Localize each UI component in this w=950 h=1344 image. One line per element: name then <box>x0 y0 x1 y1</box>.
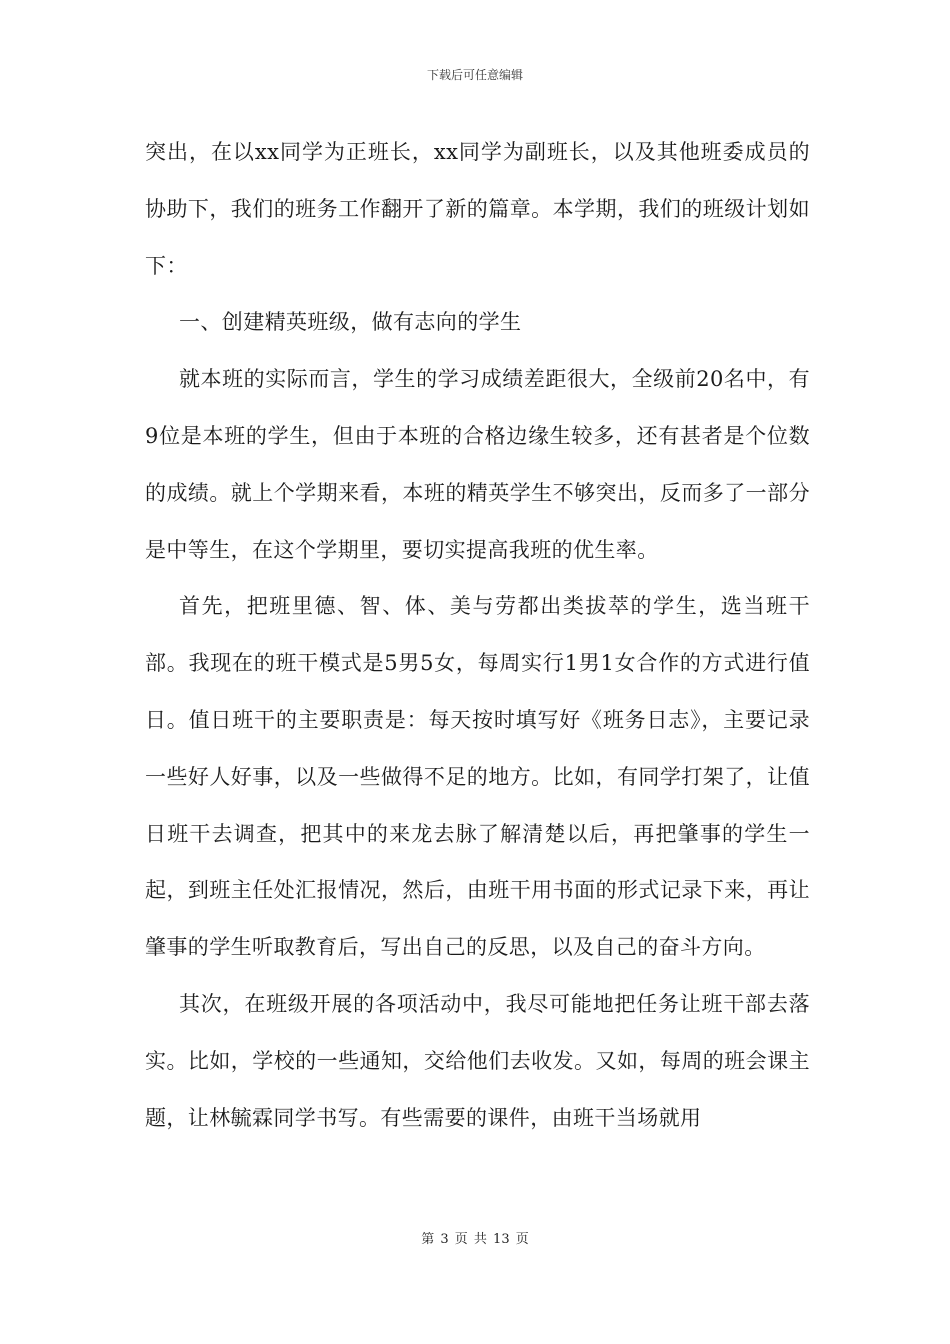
page-header: 下载后可任意编辑 <box>426 68 523 82</box>
document-body <box>145 124 810 1146</box>
paragraph-2: 就本班的实际而言，学生的学习成绩差距很大，全级前20名中，有9位是本班的学生，但由于本班的合格边缘生较多，还有甚者是个位数的成绩。就上个学期来看，本班的精英学生不够突出，反而多了一部分是中等生，在这个学期里，要切实提高我班的优生率。 <box>145 367 810 562</box>
paragraph-1: 突出，在以xx同学为正班长，xx同学为副班长，以及其他班委成员的协助下，我们的班务工作翻开了新的篇章。本学期，我们的班级计划如下： <box>145 140 810 278</box>
section-heading-1: 一、创建精英班级，做有志向的学生 <box>179 310 522 335</box>
paragraph-3: 首先，把班里德、智、体、美与劳都出类拔萃的学生，选当班干部。我现在的班干模式是5男5女，每周实行1男1女合作的方式进行值日。值日班干的主要职责是：每天按时填写好《班务日志》，主要记录一些好人好事，以及一些做得不足的地方。比如，有同学打架了，让值日班干去调查，把其中的来龙去脉了解清楚以后，再把肇事的学生一起，到班主任处汇报情况，然后，由班干用书面的形式记录下来，再让肇事的学生听取教育后，写出自己的反思，以及自己的奋斗方向。 <box>145 594 810 960</box>
page-number-footer: 第 3 页 共 13 页 <box>421 1232 529 1247</box>
paragraph-4: 其次，在班级开展的各项活动中，我尽可能地把任务让班干部去落实。比如，学校的一些通知，交给他们去收发。又如，每周的班会课主题，让林毓霖同学书写。有些需要的课件，由班干当场就用 <box>145 991 810 1130</box>
